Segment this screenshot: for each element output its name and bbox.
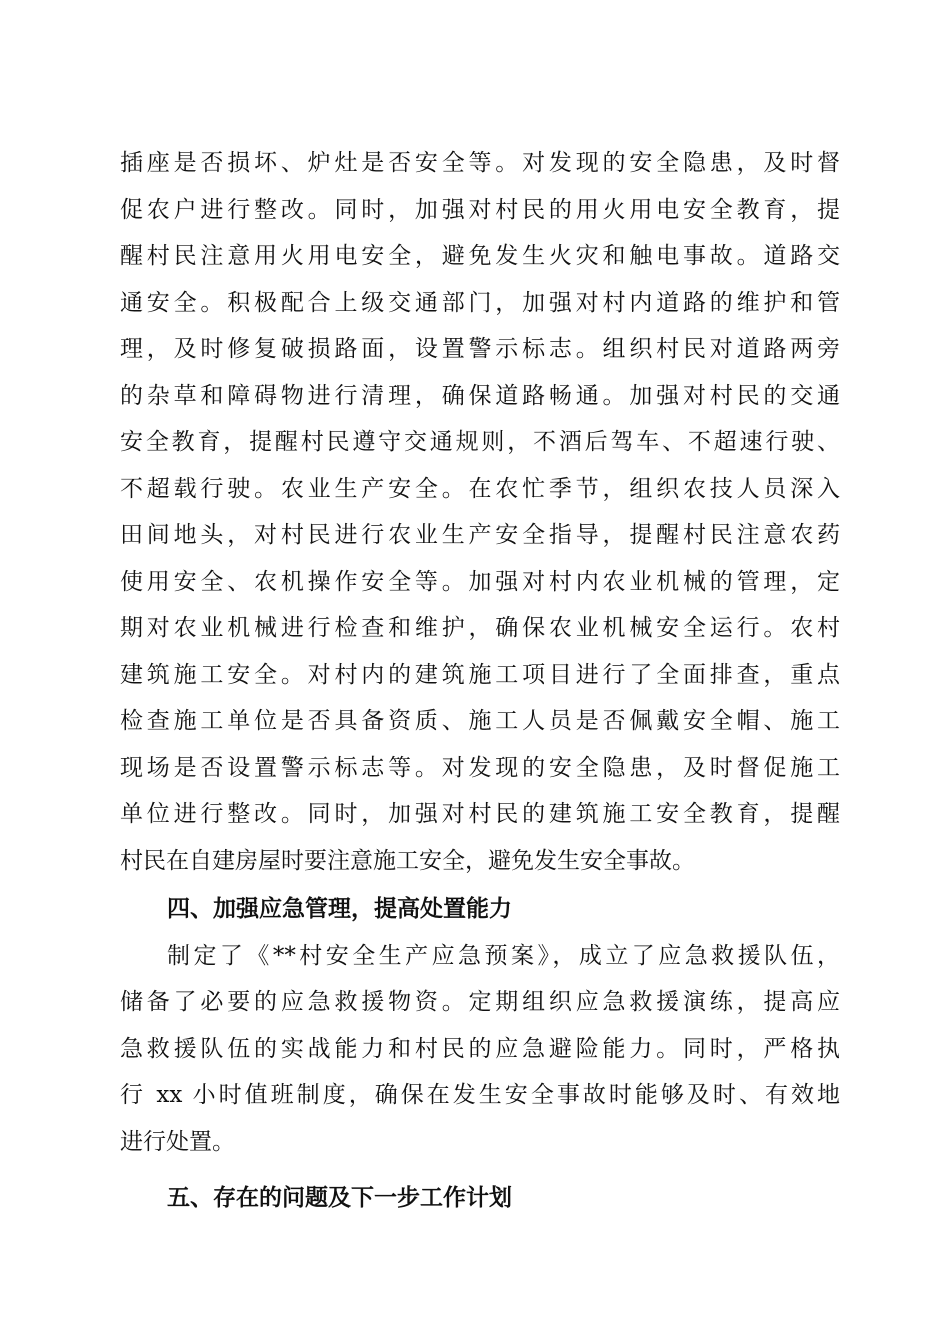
text-line: 安全教育，提醒村民遵守交通规则，不酒后驾车、不超速行驶、 [120, 429, 840, 455]
section-heading-4: 四、加强应急管理，提高处置能力 [167, 896, 512, 922]
paragraph-emergency-management [120, 933, 840, 1166]
text-line: 理，及时修复破损路面，设置警示标志。组织村民对道路两旁 [120, 336, 840, 362]
text-line: 单位进行整改。同时，加强对村民的建筑施工安全教育，提醒 [120, 801, 840, 827]
text-line: 行 xx 小时值班制度，确保在发生安全事故时能够及时、有效地 [120, 1082, 840, 1108]
text-line: 进行处置。 [120, 1128, 235, 1155]
text-line: 田间地头，对村民进行农业生产安全指导，提醒村民注意农药 [120, 522, 840, 548]
text-line: 制定了《**村安全生产应急预案》，成立了应急救援队伍， [167, 942, 840, 969]
text-line: 检查施工单位是否具备资质、施工人员是否佩戴安全帽、施工 [120, 708, 840, 734]
text-line: 期对农业机械进行检查和维护，确保农业机械安全运行。农村 [120, 615, 840, 641]
text-line: 插座是否损坏、炉灶是否安全等。对发现的安全隐患，及时督 [120, 150, 840, 176]
text-line: 村民在自建房屋时要注意施工安全，避免发生安全事故。 [120, 847, 695, 874]
section-heading-5: 五、存在的问题及下一步工作计划 [167, 1185, 512, 1211]
text-line: 使用安全、农机操作安全等。加强对村内农业机械的管理，定 [120, 568, 840, 595]
text-line: 促农户进行整改。同时，加强对村民的用火用电安全教育，提 [120, 196, 840, 223]
text-line: 醒村民注意用火用电安全，避免发生火灾和触电事故。道路交 [120, 243, 840, 269]
text-line: 通安全。积极配合上级交通部门，加强对村内道路的维护和管 [120, 289, 840, 316]
text-line: 建筑施工安全。对村内的建筑施工项目进行了全面排查，重点 [120, 661, 840, 688]
text-line: 储备了必要的应急救援物资。定期组织应急救援演练，提高应 [120, 989, 840, 1015]
text-line: 现场是否设置警示标志等。对发现的安全隐患，及时督促施工 [120, 754, 840, 781]
text-line: 不超载行驶。农业生产安全。在农忙季节，组织农技人员深入 [120, 475, 840, 502]
paragraph-safety-inspection [120, 140, 840, 884]
text-line: 的杂草和障碍物进行清理，确保道路畅通。加强对村民的交通 [120, 382, 840, 409]
text-line: 急救援队伍的实战能力和村民的应急避险能力。同时，严格执 [120, 1035, 840, 1062]
document-body [120, 140, 840, 1222]
